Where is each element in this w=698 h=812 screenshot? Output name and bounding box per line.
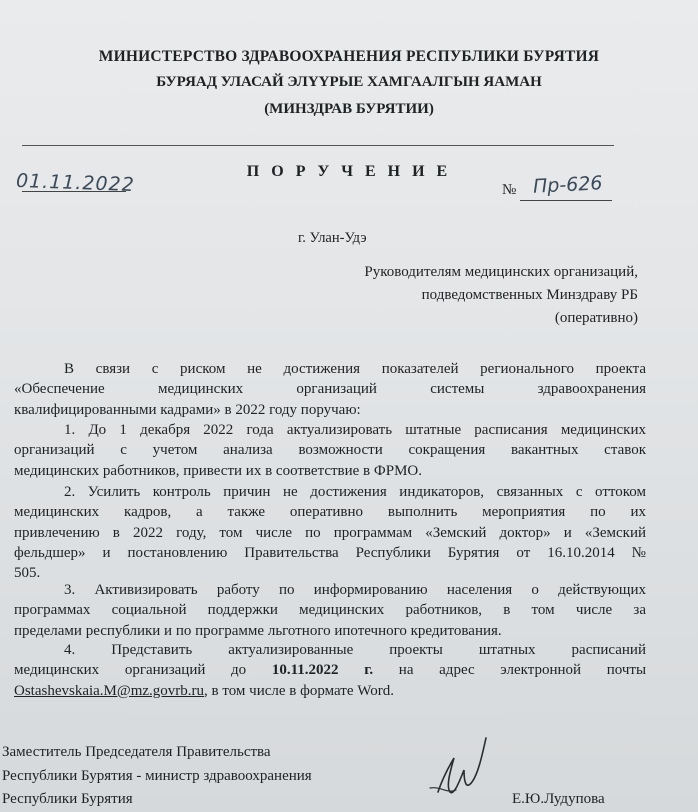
ministry-title-ru: МИНИСТЕРСТВО ЗДРАВООХРАНЕНИЯ РЕСПУБЛИКИ БУРЯТИЯ xyxy=(98,48,600,65)
header-divider xyxy=(22,145,614,146)
text-line: 1. До 1 декабря 2022 года актуализировать штатные расписания медицинских xyxy=(64,422,646,438)
text-line: программах социальной поддержки медицинских работников, в том числе за xyxy=(14,602,646,619)
addressee-line-1: Руководителям медицинских организаций, xyxy=(364,264,638,280)
text-line: организаций с учетом анализа возможности сокращения вакантных ставок xyxy=(14,442,646,459)
text-line: 4. Представить актуализированные проекты штатных расписаний xyxy=(64,642,646,658)
document-number: Пр-626 xyxy=(532,172,603,198)
item-1 xyxy=(14,420,646,481)
item-3 xyxy=(14,580,646,641)
text-line: 3. Активизировать работу по информированию населения о действующих xyxy=(64,582,646,598)
item-2 xyxy=(14,482,646,583)
text-fragment: на адрес электронной почты xyxy=(373,662,647,679)
ministry-abbr: (МИНЗДРАВ БУРЯТИИ) xyxy=(264,101,434,117)
city: г. Улан-Удэ xyxy=(298,230,367,246)
text-line xyxy=(14,660,646,680)
number-label: № xyxy=(502,182,517,198)
addressee-line-2: подведомственных Минздраву РБ xyxy=(421,287,638,303)
text-line: фельдшер» и постановлению Правительства Республики Бурятия от 16.10.2014 № xyxy=(14,544,646,561)
text-line: квалифицированными кадрами» в 2022 году поручаю: xyxy=(14,401,361,418)
intro-paragraph xyxy=(14,359,646,420)
addressee-line-3: (оперативно) xyxy=(554,310,638,326)
signatory-position-3: Республики Бурятия xyxy=(2,791,133,807)
text-line: 505. xyxy=(14,565,41,582)
text-line: «Обеспечение медицинских организаций системы здравоохранения xyxy=(14,381,646,398)
document-title: П О Р У Ч Е Н И Е xyxy=(246,163,452,180)
text-line: привлечению в 2022 году, том числе по программам «Земский доктор» и «Земский xyxy=(14,524,646,541)
signatory-position-1: Заместитель Председателя Правительства xyxy=(2,744,271,760)
text-line: 2. Усилить контроль причин не достижения индикаторов, связанных с оттоком xyxy=(64,484,646,500)
text-fragment: медицинских организаций до xyxy=(14,662,272,679)
signatory-position-2: Республики Бурятия - министр здравоохранения xyxy=(2,768,312,784)
text-line: В связи с риском не достижения показателей регионального проекта xyxy=(64,361,646,377)
item-4 xyxy=(14,640,646,701)
email-link[interactable]: Ostashevskaia.M@mz.govrb.ru xyxy=(14,682,205,699)
number-underline xyxy=(520,200,612,201)
document-date: 01.11.2022 xyxy=(15,169,136,197)
text-line: пределами республики и по программе льготного ипотечного кредитования. xyxy=(14,622,502,639)
handwritten-signature xyxy=(420,730,500,810)
text-line: медицинских кадров, а также оперативно выполнить мероприятия по их xyxy=(14,504,646,521)
text-fragment: , в том числе в формате Word. xyxy=(204,682,394,699)
deadline-date: 10.11.2022 г. xyxy=(271,662,374,679)
text-line: медицинских работников, привести их в соответствие в ФРМО. xyxy=(14,462,422,479)
text-line xyxy=(14,681,646,701)
date-underline xyxy=(22,191,126,192)
signatory-name: Е.Ю.Лудупова xyxy=(512,791,605,807)
ministry-title-bur: БУРЯАД УЛАСАЙ ЭЛҮҮРЫЕ ХАМГААЛГЫН ЯАМАН xyxy=(156,74,542,90)
